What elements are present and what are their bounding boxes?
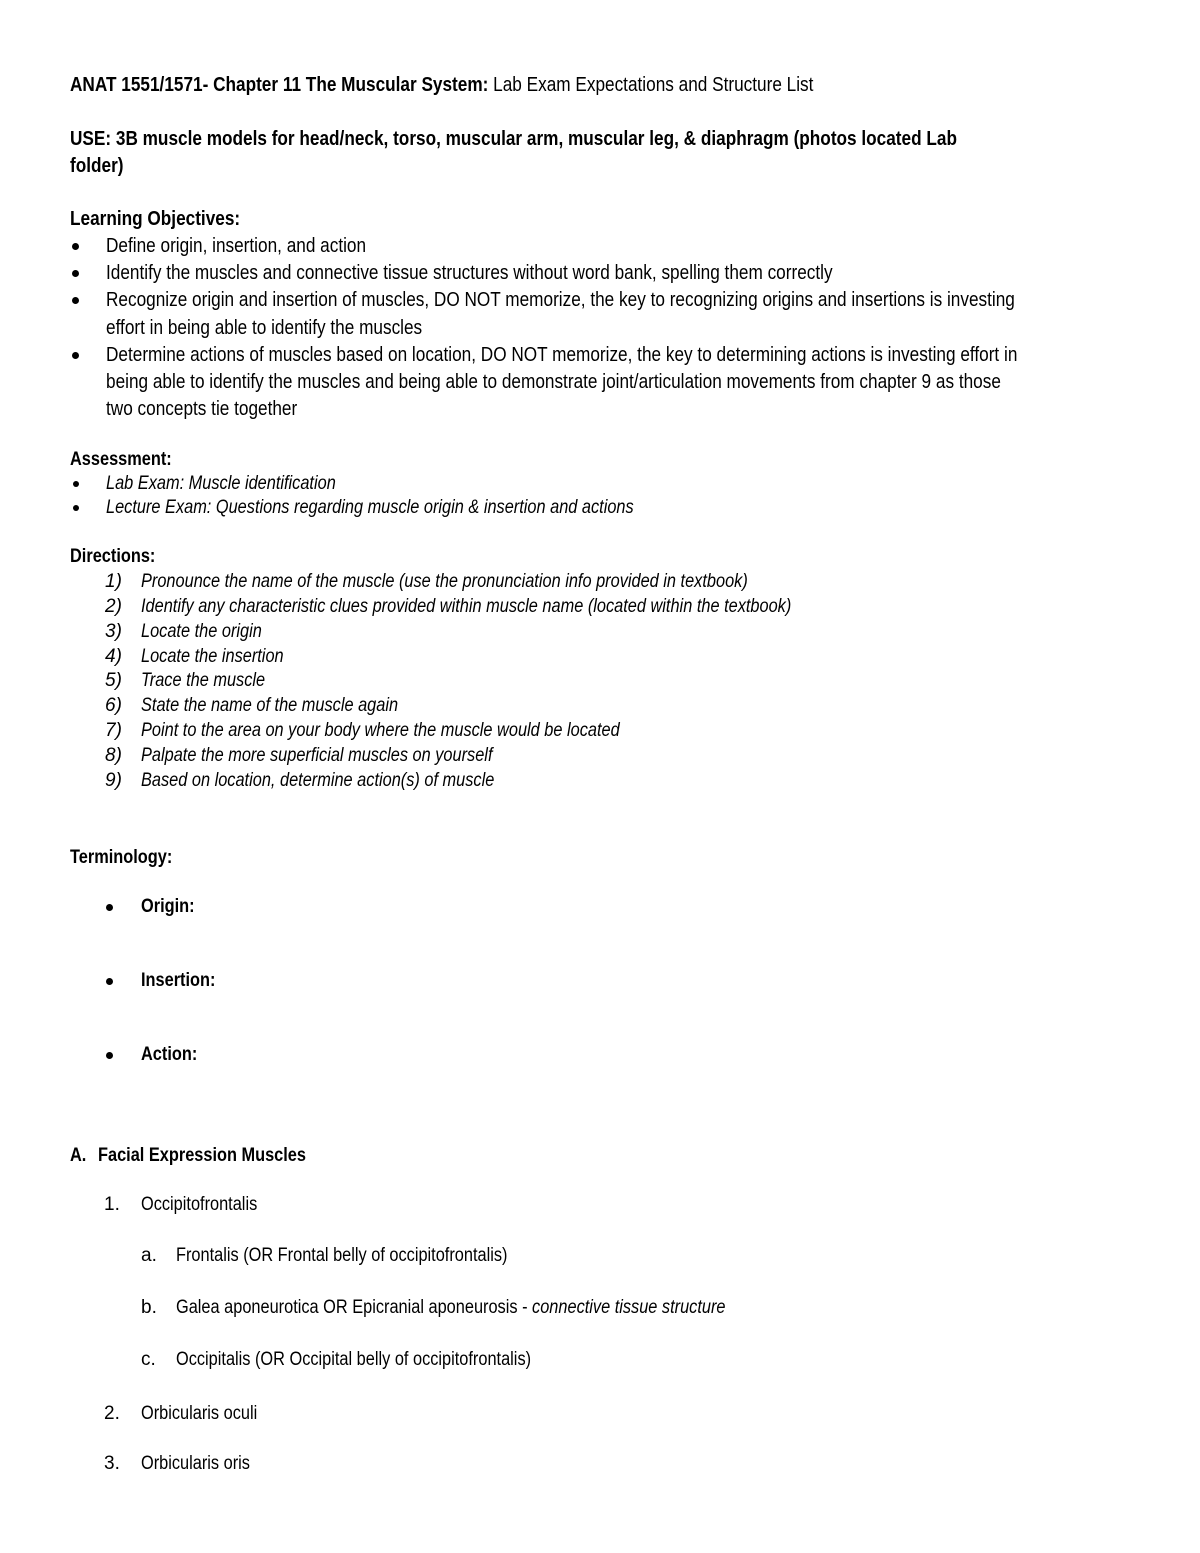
direction-text: Based on location, determine action(s) of muscle xyxy=(141,770,495,791)
direction-text: Trace the muscle xyxy=(141,670,266,691)
objective-item-continuation: being able to identify the muscles and being able to demonstrate joint/articulation movements from chapter 9 as those xyxy=(106,371,1001,393)
sub-muscle-name: Galea aponeurotica OR Epicranial aponeurosis - connective tissue structure xyxy=(176,1297,726,1318)
direction-text: Pronounce the name of the muscle (use the pronunciation info provided in textbook) xyxy=(141,571,748,592)
objective-item-continuation: effort in being able to identify the muscles xyxy=(106,317,423,339)
objective-item: Identify the muscles and connective tissue structures without word bank, spelling them correctly xyxy=(106,262,833,284)
bullet-icon xyxy=(73,505,79,511)
bullet-icon xyxy=(106,1052,113,1059)
sub-muscle-name: Frontalis (OR Frontal belly of occipitofrontalis) xyxy=(176,1245,508,1266)
title-rest: Lab Exam Expectations and Structure List xyxy=(488,74,814,96)
use-line-2: folder) xyxy=(70,155,124,177)
bullet-icon xyxy=(106,904,113,911)
muscle-number: 2. xyxy=(104,1403,120,1424)
directions-heading: Directions: xyxy=(70,546,156,567)
assessment-item: Lab Exam: Muscle identification xyxy=(106,473,336,494)
objective-item-continuation: two concepts tie together xyxy=(106,398,298,420)
direction-number: 6) xyxy=(105,695,122,716)
document-title xyxy=(70,74,934,97)
bullet-icon xyxy=(106,978,113,985)
direction-number: 2) xyxy=(105,596,122,617)
muscle-name: Orbicularis oculi xyxy=(141,1403,258,1424)
bullet-icon xyxy=(72,243,79,250)
direction-text: Identify any characteristic clues provided within muscle name (located within the textbook) xyxy=(141,596,792,617)
term-insertion: Insertion: xyxy=(141,970,216,991)
direction-number: 5) xyxy=(105,670,122,691)
direction-number: 4) xyxy=(105,646,122,667)
direction-number: 9) xyxy=(105,770,122,791)
bullet-icon xyxy=(72,352,79,359)
term-action: Action: xyxy=(141,1044,198,1065)
terminology-heading: Terminology: xyxy=(70,847,173,868)
sub-letter: b. xyxy=(141,1297,157,1318)
title-bold: ANAT 1551/1571- Chapter 11 The Muscular System: xyxy=(70,74,489,96)
direction-number: 3) xyxy=(105,621,122,642)
sub-letter: c. xyxy=(141,1349,156,1370)
assessment-heading: Assessment: xyxy=(70,449,172,470)
sub-letter: a. xyxy=(141,1245,157,1266)
bullet-icon xyxy=(72,270,79,277)
section-a-heading: Facial Expression Muscles xyxy=(98,1145,306,1166)
direction-number: 8) xyxy=(105,745,122,766)
sub-muscle-name: Occipitalis (OR Occipital belly of occipitofrontalis) xyxy=(176,1349,532,1370)
objective-item: Determine actions of muscles based on location, DO NOT memorize, the key to determining actions is investing effort in xyxy=(106,344,1018,366)
learning-objectives-heading: Learning Objectives: xyxy=(70,208,241,230)
section-a-label: A. xyxy=(70,1145,87,1166)
bullet-icon xyxy=(72,297,79,304)
objective-item: Define origin, insertion, and action xyxy=(106,235,367,257)
use-line-1: USE: 3B muscle models for head/neck, torso, muscular arm, muscular leg, & diaphragm (photos located Lab xyxy=(70,128,957,150)
assessment-item: Lecture Exam: Questions regarding muscle origin & insertion and actions xyxy=(106,497,634,518)
muscle-number: 1. xyxy=(104,1194,120,1215)
term-origin: Origin: xyxy=(141,896,195,917)
direction-number: 1) xyxy=(105,571,122,592)
bullet-icon xyxy=(73,481,79,487)
direction-text: State the name of the muscle again xyxy=(141,695,399,716)
objective-item: Recognize origin and insertion of muscles, DO NOT memorize, the key to recognizing origins and insertions is investing xyxy=(106,289,1015,311)
muscle-name: Orbicularis oris xyxy=(141,1453,250,1474)
direction-text: Point to the area on your body where the muscle would be located xyxy=(141,720,620,741)
direction-number: 7) xyxy=(105,720,122,741)
muscle-number: 3. xyxy=(104,1453,120,1474)
connective-tissue-note: connective tissue structure xyxy=(532,1297,726,1318)
direction-text: Locate the insertion xyxy=(141,646,284,667)
direction-text: Palpate the more superficial muscles on yourself xyxy=(141,745,493,766)
muscle-name: Occipitofrontalis xyxy=(141,1194,258,1215)
direction-text: Locate the origin xyxy=(141,621,262,642)
